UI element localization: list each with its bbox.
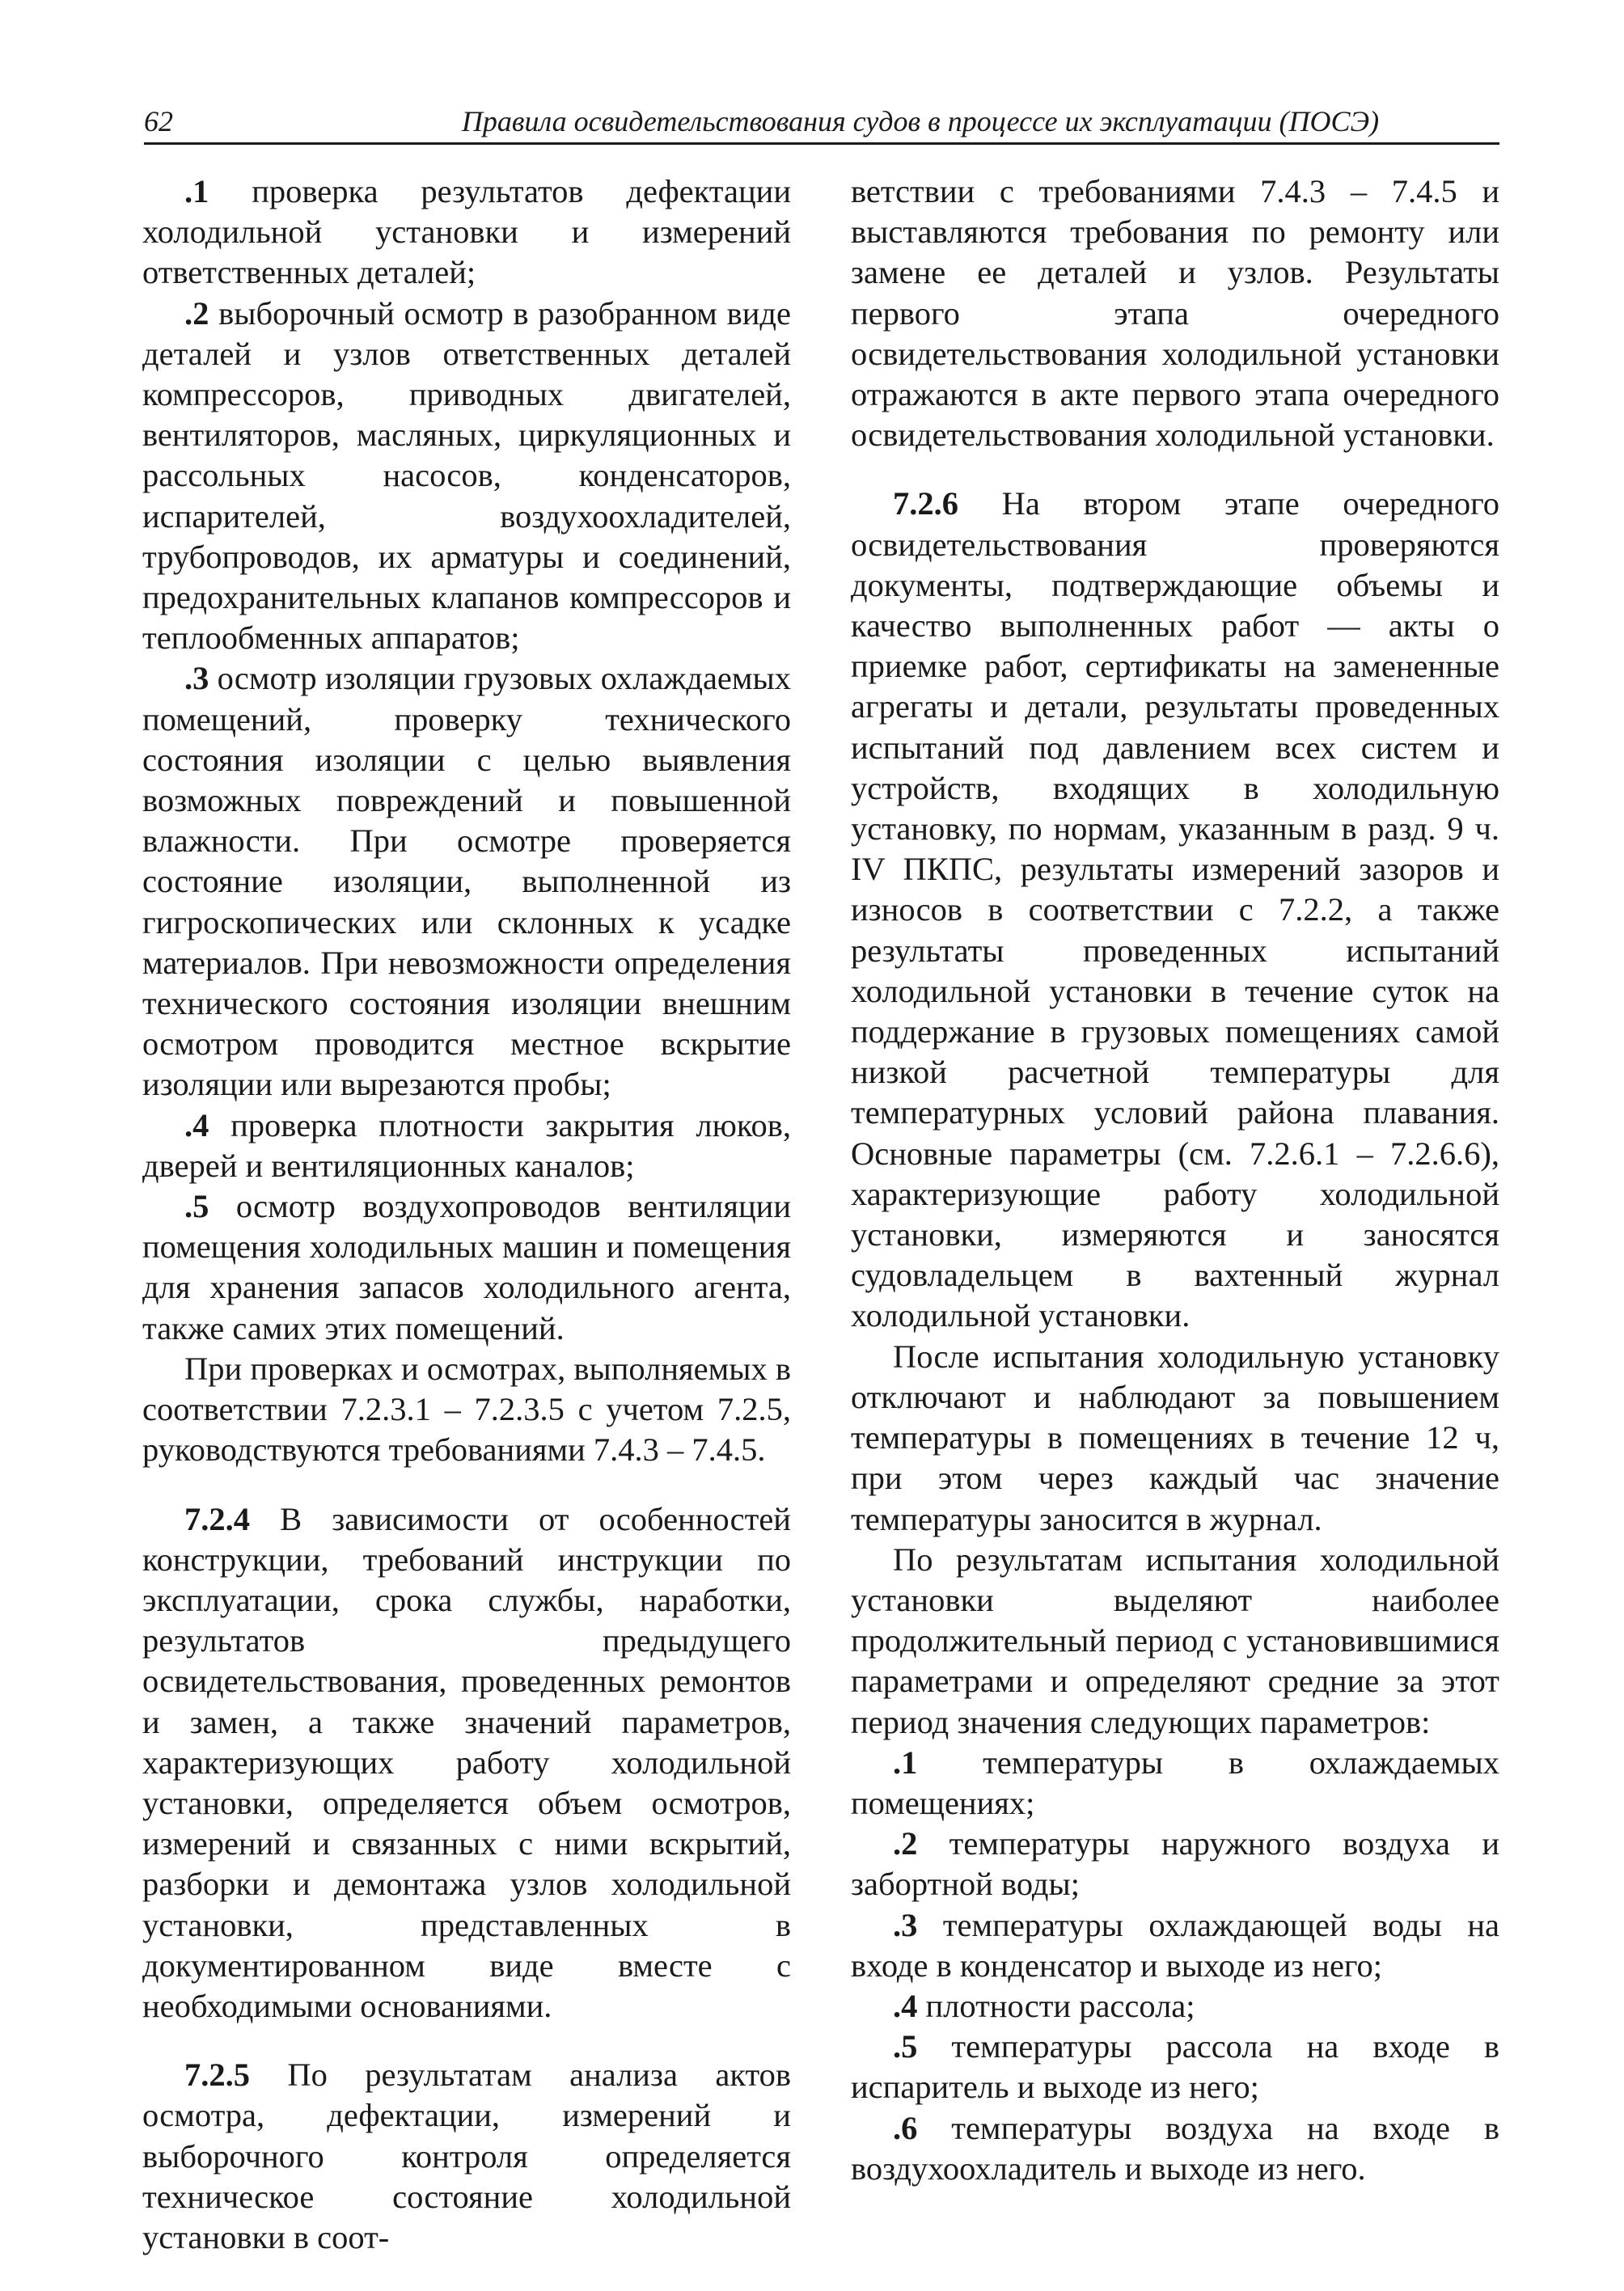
running-title: Правила освидетельствования судов в процессе их эксплуатации (ПОСЭ) <box>461 105 1380 137</box>
item-text: проверка результатов дефектации холодильной установки и измерений ответственных деталей; <box>142 173 791 291</box>
item-number: .4 <box>184 1106 209 1143</box>
list-item <box>851 2027 1499 2107</box>
list-item <box>851 1824 1499 1904</box>
right-column <box>851 171 1499 2189</box>
item-text: температуры в охлаждаемых помещениях; <box>851 1744 1499 1821</box>
section-7-2-4 <box>142 1499 791 2027</box>
item-text: температуры воздуха на входе в воздухоохладитель и выходе из него. <box>851 2109 1499 2187</box>
list-item <box>142 658 791 1105</box>
item-text: проверка плотности закрытия люков, дверей и вентиляционных каналов; <box>142 1106 791 1184</box>
item-number: .4 <box>893 1987 918 2024</box>
left-column <box>142 171 791 2258</box>
list-item <box>142 294 791 659</box>
item-text: температуры наружного воздуха и забортной воды; <box>851 1825 1499 1903</box>
paragraph: По результатам испытания холодильной установки выделяют наиболее продолжительный период с установившимися параметрами и определяют средние за этот период значения следующих параметров: <box>851 1541 1499 1740</box>
list-item <box>142 1105 791 1186</box>
item-number: .5 <box>893 2028 918 2065</box>
section-number: 7.2.5 <box>184 2056 250 2094</box>
item-number: .6 <box>893 2109 918 2146</box>
page-number: 62 <box>144 105 173 137</box>
item-text: температуры рассола на входе в испаритель и выходе из него; <box>851 2028 1499 2106</box>
section-text: На втором этапе очередного освидетельствования проверяются документы, подтверждающие объемы и качество выполненных работ — акты о приемке работ, сертификаты на замененные агрегаты и детали, результаты проведенных испытаний под давлением всех систем и устройств, входящих в холодильную установку, по нормам, указанным в разд. 9 ч. IV ПКПС, результаты измерений зазоров и износов в соответствии с 7.2.2, а также результаты проведенных испытаний холодильной установки в течение суток на поддержание в грузовых помещениях самой низкой расчетной температуры для температурных условий района плавания. Основные параметры (см. 7.2.6.1 – 7.2.6.6), характеризующие работу холодильной установки, измеряются и заносятся судовладельцем в вахтенный журнал холодильной установки. <box>851 485 1499 1334</box>
item-number: .2 <box>893 1825 918 1862</box>
section-7-2-6 <box>851 484 1499 1336</box>
page-header <box>144 104 1499 145</box>
section-text: В зависимости от особенностей конструкции, требований инструкции по эксплуатации, срока службы, наработки, результатов предыдущего освидетельствования, проведенных ремонтов и замен, а также значений параметров, характеризующих работу холодильной установки, определяется объем осмотров, измерений и связанных с ними вскрытий, разборки и демонтажа узлов холодильной установки, представленных в документированном виде вместе с необходимыми основаниями. <box>142 1500 791 2024</box>
paragraph-continuation: ветствии с требованиями 7.4.3 – 7.4.5 и выставляются требования по ремонту или замене ее деталей и узлов. Результаты первого этапа очередного освидетельствования холодильной установки отражаются в акте первого этапа очередного освидетельствования холодильной установки. <box>851 173 1499 454</box>
item-text: температуры охлаждающей воды на входе в конденсатор и выходе из него; <box>851 1906 1499 1984</box>
item-number: .3 <box>184 660 209 697</box>
paragraph: При проверках и осмотрах, выполняемых в соответствии 7.2.3.1 – 7.2.3.5 с учетом 7.2.5, руководствуются требованиями 7.4.3 – 7.4.5. <box>142 1350 791 1469</box>
item-number: .1 <box>893 1744 918 1781</box>
section-number: 7.2.6 <box>893 485 958 522</box>
section-text: По результатам анализа актов осмотра, дефектации, измерений и выборочного контроля определяется техническое состояние холодильной установки в соот- <box>142 2056 791 2255</box>
item-text: выборочный осмотр в разобранном виде деталей и узлов ответственных деталей компрессоров, приводных двигателей, вентиляторов, масляных, циркуляционных и рассольных насосов, конденсаторов, испарителей, воздухоохладителей, трубопроводов, их арматуры и соединений, предохранительных клапанов компрессоров и теплообменных аппаратов; <box>142 294 791 657</box>
section-7-2-5 <box>142 2055 791 2258</box>
list-item <box>142 171 791 294</box>
paragraph: После испытания холодильную установку отключают и наблюдают за повышением температуры в помещениях в течение 12 ч, при этом через каждый час значение температуры заносится в журнал. <box>851 1338 1499 1537</box>
section-number: 7.2.4 <box>184 1500 250 1537</box>
list-item <box>851 1743 1499 1824</box>
item-number: .3 <box>893 1906 918 1943</box>
item-number: .1 <box>184 173 209 209</box>
list-item <box>851 2108 1499 2189</box>
item-text: плотности рассола; <box>917 1987 1195 2024</box>
item-number: .5 <box>184 1188 209 1225</box>
list-item <box>851 1905 1499 1986</box>
list-item <box>851 1986 1499 2027</box>
list-item <box>142 1186 791 1349</box>
item-text: осмотр изоляции грузовых охлаждаемых помещений, проверку технического состояния изоляции с целью выявления возможных повреждений и повышенной влажности. При осмотре проверяется состояние изоляции, выполненной из гигроскопических или склонных к усадке материалов. При невозможности определения технического состояния изоляции внешним осмотром проводится местное вскрытие изоляции или вырезаются пробы; <box>142 660 791 1103</box>
item-text: осмотр воздухопроводов вентиляции помещения холодильных машин и помещения для хранения запасов холодильного агента, также самих этих помещений. <box>142 1188 791 1346</box>
item-number: .2 <box>184 294 209 332</box>
